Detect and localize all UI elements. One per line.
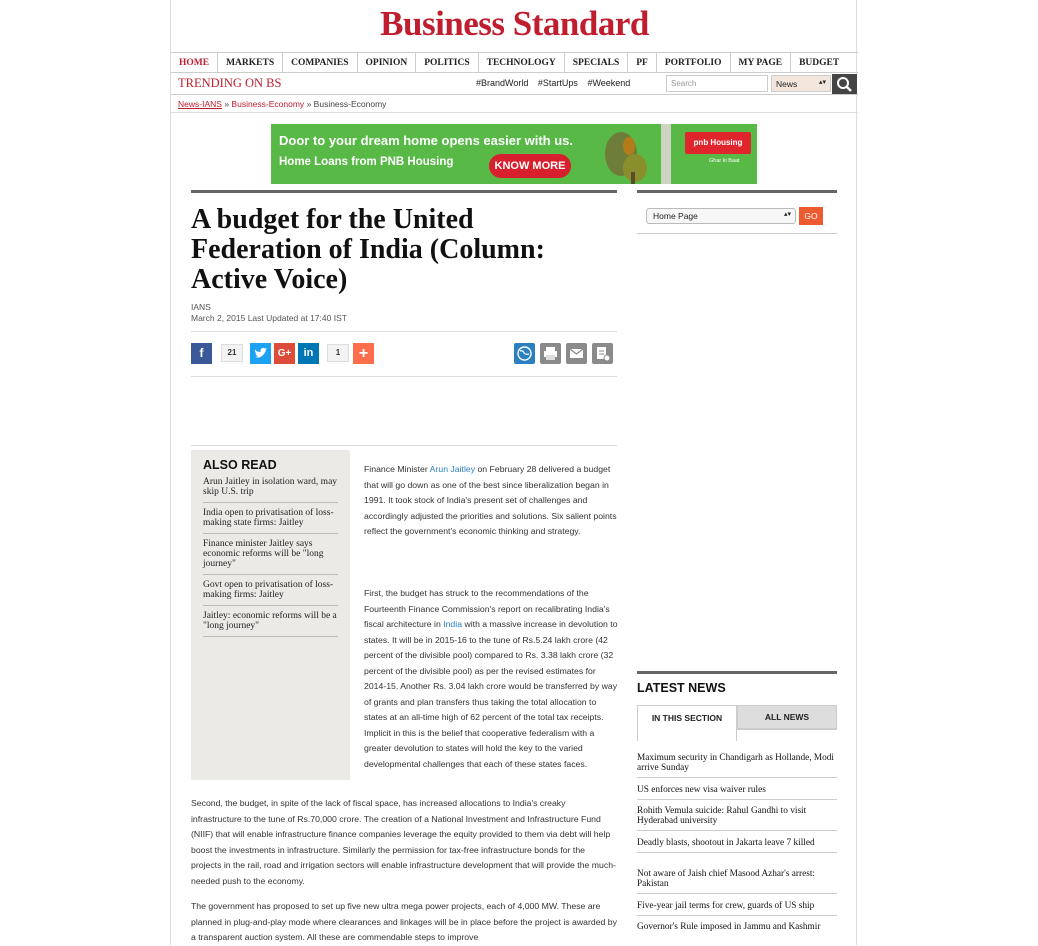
main-nav <box>171 52 858 73</box>
nav-pf[interactable]: PF <box>628 53 657 72</box>
divider <box>191 376 617 377</box>
divider <box>637 190 837 193</box>
nav-politics[interactable]: POLITICS <box>416 53 478 72</box>
paragraph-text: with a massive increase in devolution to states. It will be in 2015-16 to the tune of Rs.5.24 lakh crore (42 percent of the divisible pool) compared to Rs. 3.38 lakh crore (32 percent of the divisible pool) as per the revised estimates for 2014-15. Another Rs. 3.04 lakh crore would be transferred by way of grants and plan transfers thus taking the total allocation to states at an all-time high of 62 percent of the total tax receipts. Implicit in this is the belief that cooperative federalism with a greater devolution to states will hold the key to the varied developmental challenges that each of these states faces. <box>364 619 618 769</box>
news-item[interactable]: Deadly blasts, shootout in Jakarta leave 7 killed <box>637 838 837 853</box>
paragraph-text: on February 28 delivered a budget that will go down as one of the best since liberalization began in 1991. It took stock of India's present set of challenges and accordingly adjusted the priorities and solutions. Six salient points reflect the government's economic thinking and strategy. <box>364 464 617 536</box>
trending-link[interactable]: #BrandWorld <box>476 78 529 88</box>
article-paragraph <box>364 462 620 540</box>
also-read-box <box>191 450 350 780</box>
news-item[interactable]: Governor's Rule imposed in Jammu and Kashmir <box>637 922 821 932</box>
mail-icon <box>566 343 587 364</box>
linkedin-share-count: 1 <box>327 344 349 362</box>
ad-brand-logo: pnb Housing <box>685 132 751 154</box>
nav-home[interactable]: HOME <box>171 53 218 72</box>
also-read-title: ALSO READ <box>203 458 277 472</box>
section-select-value: Home Page <box>653 211 698 221</box>
article-paragraph: The government has proposed to set up five new ultra mega power projects, each of 4,000 MW. These are planned in plug-and-play mode where clearances and linkages will be in place before the project is awarded by a transparent auction system. All these are commendable steps to improve <box>191 901 617 942</box>
twitter-share-button[interactable] <box>250 343 271 364</box>
tab-in-this-section[interactable]: IN THIS SECTION <box>637 705 737 741</box>
also-read-item[interactable]: Jaitley: economic reforms will be a "long journey" <box>203 609 338 637</box>
nav-my-page[interactable]: MY PAGE <box>731 53 792 72</box>
facebook-share-button[interactable] <box>191 343 212 364</box>
nav-markets[interactable]: MARKETS <box>218 53 283 72</box>
print-icon <box>540 343 561 364</box>
trending-link[interactable]: #StartUps <box>537 78 578 88</box>
facebook-icon: f <box>199 346 204 360</box>
divider <box>191 331 617 332</box>
trending-bar <box>171 73 858 95</box>
section-select[interactable] <box>646 208 796 224</box>
news-item[interactable]: Maximum security in Chandigarh as Hollande, Modi arrive Sunday <box>637 753 837 778</box>
paragraph-text: First, the budget has struck to the recommendations of the Fourteenth Finance Commission's report on recalibrating India's fiscal architecture in <box>364 588 610 629</box>
also-read-item[interactable]: Finance minister Jaitley says economic reforms will be "long journey" <box>203 537 338 575</box>
nav-portfolio[interactable]: PORTFOLIO <box>657 53 731 72</box>
breadcrumb-current: Business-Economy <box>313 99 387 109</box>
also-read-item[interactable]: Arun Jaitley in isolation ward, may skip U.S. trip <box>203 475 338 503</box>
paragraph-text: Finance Minister <box>364 464 430 474</box>
article-title: A budget for the United Federation of India (Column: Active Voice) <box>191 204 545 295</box>
also-read-item[interactable]: India open to privatisation of loss-making state firms: Jaitley <box>203 506 338 534</box>
breadcrumb-link[interactable]: News-IANS <box>178 99 222 109</box>
divider <box>637 671 837 674</box>
select-arrows-icon: ▴▾ <box>783 211 791 218</box>
search-scope-select[interactable] <box>771 75 831 92</box>
nav-technology[interactable]: TECHNOLOGY <box>479 53 565 72</box>
article-paragraph <box>364 586 620 772</box>
latest-news-title: LATEST NEWS <box>637 681 726 695</box>
trending-title: TRENDING ON BS <box>178 76 282 90</box>
divider <box>191 190 617 193</box>
ad-subline: Home Loans from PNB Housing <box>279 156 454 168</box>
divider <box>737 729 837 730</box>
google-plus-share-button[interactable] <box>274 343 295 364</box>
ad-banner[interactable] <box>271 124 757 184</box>
save-article-button[interactable] <box>592 343 613 364</box>
globe-icon <box>514 343 535 364</box>
go-button[interactable]: GO <box>799 207 823 225</box>
nav-specials[interactable]: SPECIALS <box>565 53 628 72</box>
article-paragraph: Second, the budget, in spite of the lack of fiscal space, has increased allocations to India's creaky infrastructure to the tune of Rs.70,000 crore. The creation of a National Investment and Infrastructure Fund (NIIF) that will enable infrastructure finance companies leverage the equity provided to them via debt will help boost the investments in infrastructure. Similarly the permission for tax-free infrastructure bonds for the projects in the rail, road and irrigation sectors will enable infrastructure development that will provide the much-needed push to the economy. <box>191 798 616 886</box>
news-item[interactable]: Not aware of Jaish chief Masood Azhar's arrest: Pakistan <box>637 869 837 894</box>
more-share-button[interactable] <box>353 343 374 364</box>
nav-companies[interactable]: COMPANIES <box>283 53 357 72</box>
email-button[interactable] <box>566 343 587 364</box>
news-item[interactable]: US enforces new visa waiver rules <box>637 785 837 800</box>
breadcrumb <box>178 99 386 109</box>
ad-cta-button[interactable]: KNOW MORE <box>489 154 571 178</box>
search-button[interactable] <box>832 74 857 94</box>
article-link[interactable]: Arun Jaitley <box>429 464 476 474</box>
document-icon <box>592 343 613 364</box>
twitter-icon <box>250 343 271 364</box>
search-input[interactable]: Search <box>666 75 768 92</box>
site-logo[interactable]: Business Standard <box>380 4 649 43</box>
facebook-share-count: 21 <box>221 344 243 362</box>
search-icon <box>832 74 857 94</box>
ad-tagline: Ghar ki Baat <box>709 158 740 164</box>
trending-links <box>476 78 631 88</box>
nav-opinion[interactable]: OPINION <box>358 53 417 72</box>
plus-icon: + <box>358 345 369 362</box>
tab-all-news[interactable]: ALL NEWS <box>737 705 837 729</box>
share-bar <box>191 343 617 365</box>
search-scope-value: News <box>776 79 798 89</box>
breadcrumb-separator: » <box>306 99 312 109</box>
translate-button[interactable] <box>514 343 535 364</box>
ad-headline: Door to your dream home opens easier with us. <box>279 133 574 148</box>
news-item[interactable]: Five-year jail terms for crew, guards of US ship <box>637 901 837 916</box>
linkedin-share-button[interactable] <box>298 343 319 364</box>
breadcrumb-link[interactable]: Business-Economy <box>231 99 305 109</box>
article-source: IANS <box>191 302 211 312</box>
article-byline <box>191 302 347 324</box>
print-button[interactable] <box>540 343 561 364</box>
page <box>170 0 857 945</box>
breadcrumb-separator: » <box>224 99 230 109</box>
nav-budget[interactable]: BUDGET <box>799 58 840 68</box>
google-plus-icon: G+ <box>277 348 292 359</box>
article-link[interactable]: India <box>443 619 463 629</box>
article-date: March 2, 2015 Last Updated at 17:40 IST <box>191 313 347 323</box>
divider <box>637 233 837 234</box>
news-item[interactable]: Rohith Vemula suicide: Rahul Gandhi to visit Hyderabad university <box>637 806 837 831</box>
divider <box>191 445 617 446</box>
select-arrows-icon: ▴▾ <box>818 79 826 86</box>
divider <box>171 112 858 113</box>
trending-link[interactable]: #Weekend <box>587 78 631 88</box>
linkedin-icon: in <box>303 347 314 359</box>
also-read-item[interactable]: Govt open to privatisation of loss-making firms: Jaitley <box>203 578 338 606</box>
